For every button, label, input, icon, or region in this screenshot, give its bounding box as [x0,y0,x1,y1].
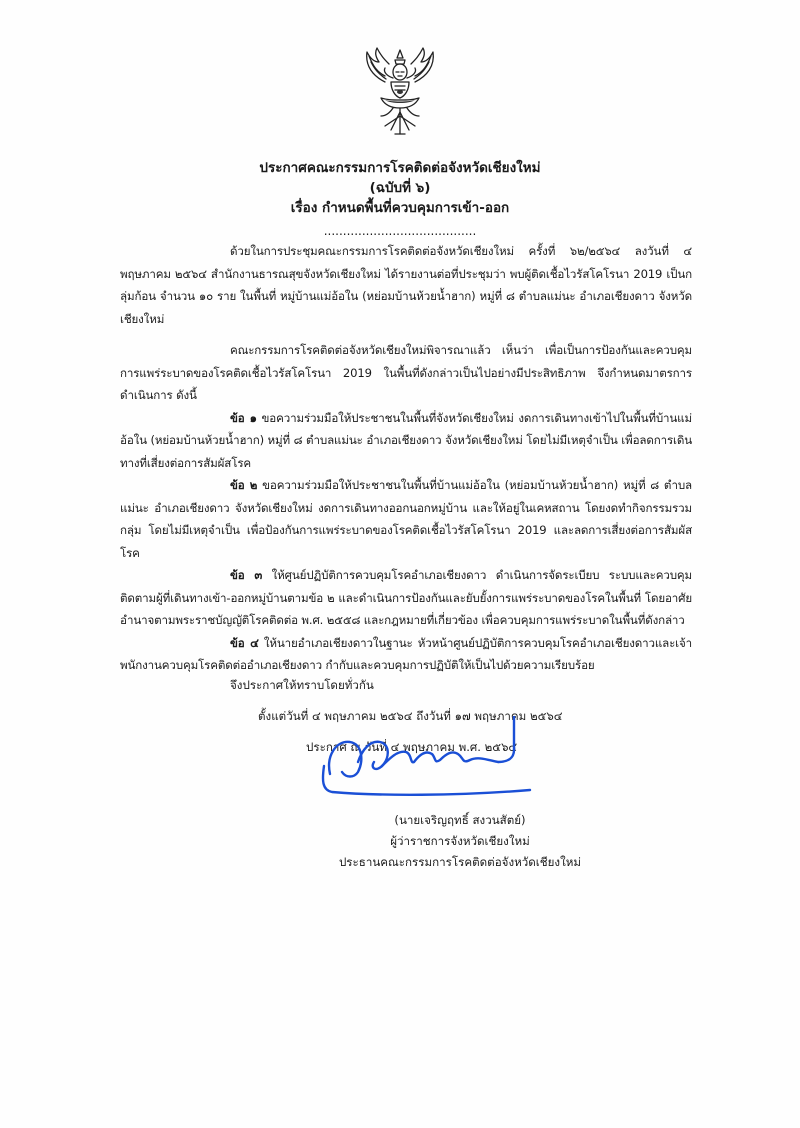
clause-4-head: ข้อ ๔ [230,635,259,650]
issue-number: (ฉบับที่ ๖) [369,180,431,196]
clause-1 [120,407,692,475]
signer-position: ผู้ว่าราชการจังหวัดเชียงใหม่ [390,834,530,848]
clause-3-head: ข้อ ๓ [230,568,263,582]
paragraph-consideration: คณะกรรมการโรคติดต่อจังหวัดเชียงใหม่พิจารณาแล้ว เห็นว่า เพื่อเป็นการป้องกันและควบคุมการแพร่ระบาดของโรคติดเชื้อไวรัสโคโรนา 2019 ในพื้นที่ดังกล่าวเป็นไปอย่างมีประสิทธิภาพ จึงกำหนดมาตรการดำเนินการ ดังนี้ [120,343,692,402]
clause-2-text: ขอความร่วมมือให้ประชาชนในพื้นที่บ้านแม่อ้อใน (หย่อมบ้านห้วยน้ำฮาก) หมู่ที่ ๘ ตำบลแม่นะ อำเภอเชียงดาว จังหวัดเชียงใหม่ งดการเดินทางออกนอกหมู่บ้าน และให้อยู่ในเคหสถาน โดยงดทำกิจกรรมรวมกลุ่ม โดยไม่มีเหตุจำเป็น เพื่อป้องกันการแพร่ระบาดของโรคติดเชื้อไวรัสโคโรนา 2019 และลดการเสี่ยงต่อการสัมผัสโรค [120,478,692,560]
clause-3 [120,564,692,632]
paragraph-background: ด้วยในการประชุมคณะกรรมการโรคติดต่อจังหวัดเชียงใหม่ ครั้งที่ ๖๒/๒๕๖๔ ลงวันที่ ๔ พฤษภาคม ๒๕๖๔ สำนักงานธารณสุขจังหวัดเชียงใหม่ ได้รายงานต่อที่ประชุมว่า พบผู้ติดเชื้อไวรัสโคโรนา 2019 เป็นกลุ่มก้อน จำนวน ๑๐ ราย ในพื้นที่ หมู่บ้านแม่อ้อใน (หย่อมบ้านห้วยน้ำฮาก) หมู่ที่ ๘ ตำบลแม่นะ อำเภอเชียงดาว จังหวัดเชียงใหม่ [120,244,692,326]
signer-role: ประธานคณะกรรมการโรคติดต่อจังหวัดเชียงใหม่ [338,855,582,869]
clause-4 [120,632,692,677]
announcement-date: ประกาศ ณ วันที่ ๔ พฤษภาคม พ.ศ. ๒๕๖๔ [306,740,518,754]
announcement-title: ประกาศคณะกรรมการโรคติดต่อจังหวัดเชียงใหม่ [259,160,541,176]
signer-block [300,810,620,873]
clause-2-head: ข้อ ๒ [230,478,258,492]
announcement-subject: เรื่อง กำหนดพื้นที่ควบคุมการเข้า-ออก [290,200,510,216]
clause-2 [120,474,692,564]
document-header [0,158,800,238]
header-separator: ........................................ [323,224,477,238]
effective-period: ตั้งแต่วันที่ ๔ พฤษภาคม ๒๕๖๔ ถึงวันที่ ๑๗ พฤษภาคม ๒๕๖๔ [258,709,563,723]
document-body [120,240,692,677]
clause-4-text: ให้นายอำเภอเชียงดาวในฐานะ หัวหน้าศูนย์ปฏิบัติการควบคุมโรคอำเภอเชียงดาวและเจ้าพนักงานควบคุมโรคติดต่ออำเภอเชียงดาว กำกับและควบคุมการปฏิบัติให้เป็นไปด้วยความเรียบร้อย [120,635,692,672]
clause-1-head: ข้อ ๑ [230,410,257,425]
clause-3-text: ให้ศูนย์ปฏิบัติการควบคุมโรคอำเภอเชียงดาว ดำเนินการจัดระเบียบ ระบบและควบคุมติดตามผู้ที่เดินทางเข้า-ออกหมู่บ้านตามข้อ ๒ และดำเนินการป้องกันและยับยั้งการแพร่ระบาดของโรคในพื้นที่ โดยอาศัยอำนาจตามพระราชบัญญัติโรคติดต่อ พ.ศ. ๒๕๕๘ และกฎหมายที่เกี่ยวข้อง เพื่อควบคุมการแพร่ระบาดในพื้นที่ดังกล่าว [120,568,692,627]
closing-statement: จึงประกาศให้ทราบโดยทั่วกัน [230,678,374,692]
clause-1-text: ขอความร่วมมือให้ประชาชนในพื้นที่จังหวัดเชียงใหม่ งดการเดินทางเข้าไปในพื้นที่บ้านแม่อ้อใน (หย่อมบ้านห้วยน้ำฮาก) หมู่ที่ ๘ ตำบลแม่นะ อำเภอเชียงดาว จังหวัดเชียงใหม่ โดยไม่มีเหตุจำเป็น เพื่อลดการเดินทางที่เสี่ยงต่อการสัมผัสโรค [120,410,692,470]
garuda-emblem-icon [355,42,445,142]
signer-name: (นายเจริญฤทธิ์ สงวนสัตย์) [394,813,526,827]
